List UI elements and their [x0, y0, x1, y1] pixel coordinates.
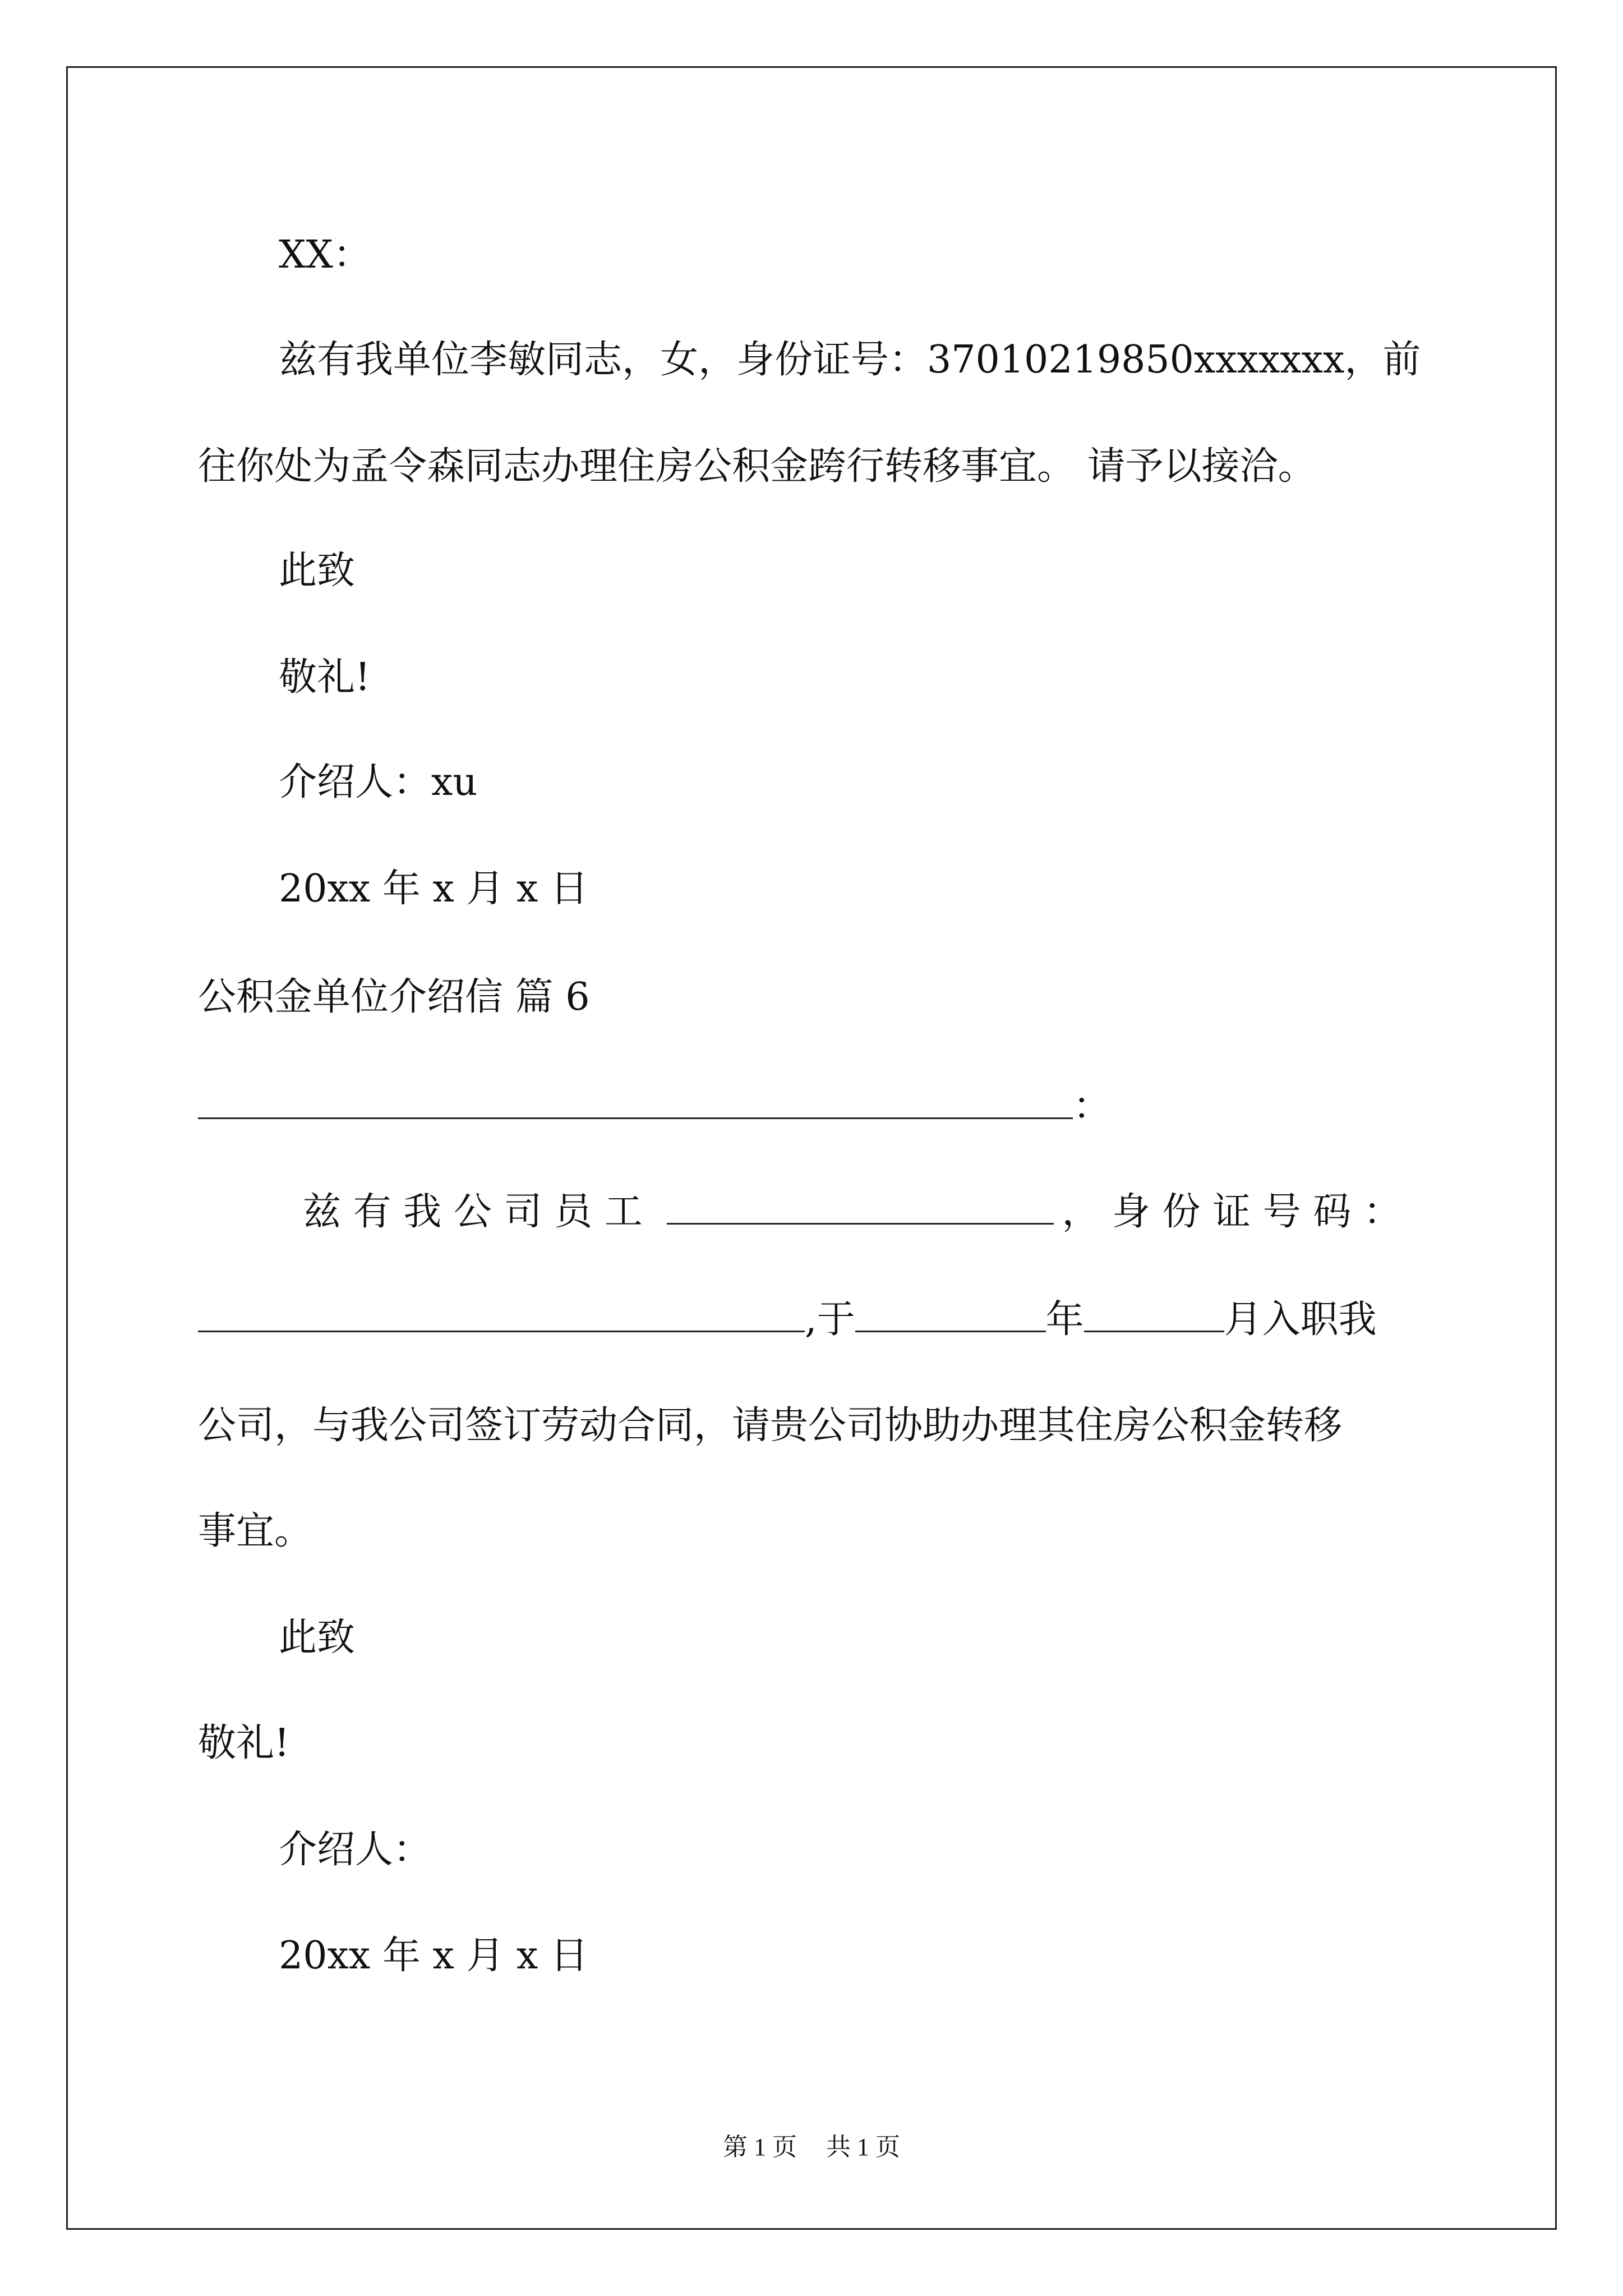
letter1-regards: 敬礼!	[279, 655, 371, 700]
letter2-body-line2	[198, 1297, 1377, 1342]
body-line2-yu: ,于	[805, 1297, 855, 1342]
letter1-closing: 此致	[279, 549, 356, 593]
page-total: 共 1 页	[826, 2133, 900, 2161]
page-border	[66, 66, 1557, 2230]
letter2-regards: 敬礼!	[198, 1721, 290, 1765]
body-line1-start: 兹 有 我 公 司 员 工	[303, 1190, 643, 1234]
month-blank	[1084, 1297, 1224, 1332]
page-number: 第 1 页	[723, 2133, 797, 2161]
letter1-date: 20xx 年 x 月 x 日	[279, 867, 589, 911]
body-line2-end: 月入职我	[1224, 1297, 1377, 1342]
id-number-blank	[198, 1297, 805, 1332]
letter2-addressee-line	[198, 1084, 1111, 1129]
letter2-introducer: 介绍人：	[279, 1828, 432, 1872]
body-line1-end: ， 身 份 证 号 码 ：	[1062, 1190, 1402, 1234]
letter2-date: 20xx 年 x 月 x 日	[279, 1934, 589, 1978]
year-blank	[855, 1297, 1046, 1332]
letter2-body-line1	[303, 1189, 1401, 1235]
salutation: XX：	[279, 233, 371, 277]
letter1-body-line1: 兹有我单位李敏同志，女，身份证号：37010219850xxxxxxx，前	[279, 338, 1421, 382]
employee-name-blank	[667, 1189, 1054, 1225]
letter2-body-line3: 公司，与我公司签订劳动合同，请贵公司协助办理其住房公积金转移	[198, 1404, 1343, 1448]
letter2-closing: 此致	[279, 1616, 356, 1660]
letter2-body-line4: 事宜。	[198, 1509, 313, 1553]
section-title: 公积金单位介绍信 篇 6	[198, 975, 590, 1019]
body-line2-year: 年	[1045, 1297, 1084, 1342]
page-footer	[0, 2132, 1623, 2163]
addressee-colon: ：	[1073, 1084, 1112, 1129]
addressee-blank	[198, 1084, 1073, 1119]
letter1-introducer: 介绍人：xu	[279, 760, 478, 804]
letter1-body-line2: 往你处为孟令森同志办理住房公积金跨行转移事宜。 请予以接洽。	[198, 444, 1316, 489]
